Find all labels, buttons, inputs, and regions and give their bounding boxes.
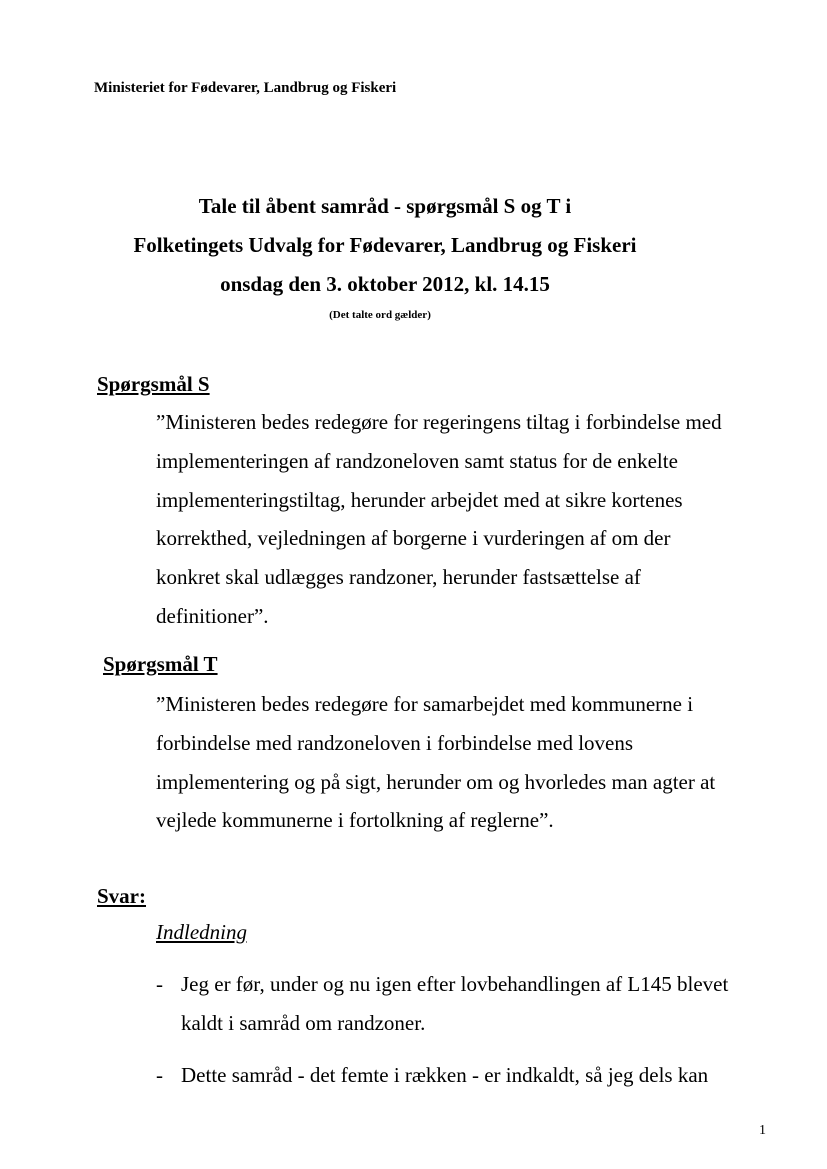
introduction-subheading: Indledning — [156, 920, 247, 944]
question-s-heading: Spørgsmål S — [97, 372, 210, 396]
answer-heading: Svar: — [97, 884, 146, 908]
bullet-item — [156, 1056, 776, 1095]
bullet-line: kaldt i samråd om randzoner. — [181, 1010, 426, 1035]
bullet-line: Dette samråd - det femte i rækken - er indkaldt, så jeg dels kan — [181, 1063, 709, 1087]
question-t-line: forbindelse med randzoneloven i forbindelse med lovens — [156, 730, 634, 755]
question-s-text — [156, 403, 776, 636]
question-s-line: konkret skal udlægges randzoner, herunder fastsættelse af — [156, 565, 641, 590]
bullet-dash: - — [156, 972, 163, 996]
question-s-line: definitioner”. — [156, 603, 269, 628]
question-s-line: korrekthed, vejledningen af borgerne i vurderingen af om der — [156, 526, 671, 551]
bullet-item — [156, 965, 776, 1043]
ministry-header: Ministeriet for Fødevarer, Landbrug og Fiskeri — [94, 80, 397, 96]
bullet-line: Jeg er før, under og nu igen efter lovbehandlingen af L145 blevet — [181, 972, 729, 996]
title-line-3: onsdag den 3. oktober 2012, kl. 14.15 — [220, 272, 550, 296]
question-t-line: ”Ministeren bedes redegøre for samarbejdet med kommunerne i — [156, 692, 694, 716]
spoken-word-note: (Det talte ord gælder) — [329, 309, 431, 321]
question-s-line: implementeringstiltag, herunder arbejdet med at sikre kortenes — [156, 487, 683, 512]
question-t-line: vejlede kommunerne i fortolkning af reglerne”. — [156, 808, 554, 833]
question-t-text — [156, 685, 776, 840]
title-line-2: Folketingets Udvalg for Fødevarer, Landbrug og Fiskeri — [133, 233, 637, 257]
bullet-dash: - — [156, 1063, 163, 1087]
title-line-1: Tale til åbent samråd - spørgsmål S og T i — [198, 194, 572, 218]
page-number: 1 — [759, 1123, 766, 1138]
question-s-line: ”Ministeren bedes redegøre for regeringens tiltag i forbindelse med — [156, 410, 722, 434]
question-t-line: implementering og på sigt, herunder om og hvorledes man agter at — [156, 769, 716, 794]
question-s-line: implementeringen af randzoneloven samt status for de enkelte — [156, 448, 678, 473]
question-t-heading: Spørgsmål T — [103, 652, 218, 676]
